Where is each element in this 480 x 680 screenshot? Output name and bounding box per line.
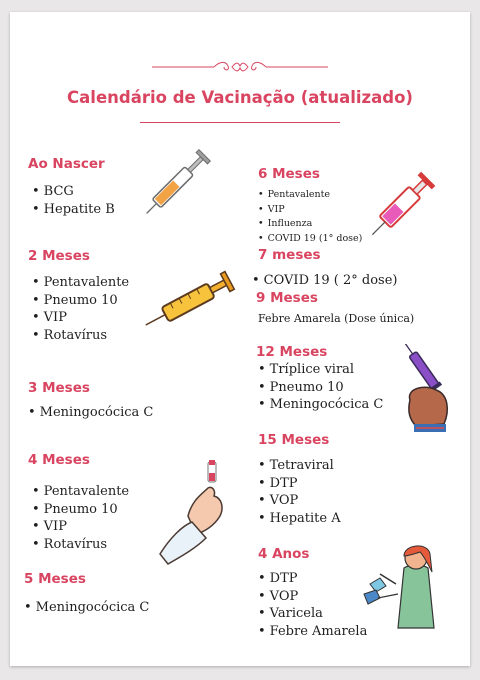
list-item: • Pentavalente bbox=[32, 483, 129, 501]
page-title: Calendário de Vacinação (atualizado) bbox=[67, 88, 413, 107]
title-underline bbox=[140, 122, 340, 123]
list-item: • Pneumo 10 bbox=[258, 379, 383, 397]
heading-7-meses: 7 meses bbox=[258, 247, 321, 263]
heading-4-meses: 4 Meses bbox=[28, 452, 90, 468]
list-item: • Influenza bbox=[258, 217, 362, 232]
list-7-meses bbox=[252, 272, 398, 290]
list-item: • Meningocócica C bbox=[28, 404, 153, 422]
list-2-meses bbox=[32, 274, 129, 344]
heading-5-meses: 5 Meses bbox=[24, 571, 86, 587]
syringe-orange-icon bbox=[140, 138, 224, 218]
gloved-hand-vial-icon bbox=[150, 456, 242, 566]
list-item: • Tríplice viral bbox=[258, 361, 383, 379]
heading-ao-nascer: Ao Nascer bbox=[28, 156, 105, 172]
list-5-meses bbox=[24, 599, 149, 617]
list-item: • Rotavírus bbox=[32, 327, 129, 345]
list-item: • Hepatite A bbox=[258, 510, 341, 528]
hand-syringe-purple-icon bbox=[396, 344, 456, 454]
heading-6-meses: 6 Meses bbox=[258, 166, 320, 182]
list-12-meses bbox=[258, 361, 383, 414]
list-4-anos bbox=[258, 570, 367, 640]
child-vaccination-icon bbox=[358, 540, 454, 630]
list-item: • Tetraviral bbox=[258, 457, 341, 475]
list-item: • DTP bbox=[258, 570, 367, 588]
heading-9-meses: 9 Meses bbox=[256, 290, 318, 306]
list-item: • Pneumo 10 bbox=[32, 501, 129, 519]
text-9-meses: Febre Amarela (Dose única) bbox=[258, 312, 415, 325]
syringe-yellow-icon bbox=[138, 264, 248, 338]
title-ornament-icon bbox=[152, 60, 328, 74]
list-4-meses bbox=[32, 483, 129, 553]
list-item: • COVID 19 (1° dose) bbox=[258, 232, 362, 247]
list-6-meses bbox=[258, 188, 362, 246]
list-item: • Febre Amarela bbox=[258, 623, 367, 641]
list-item: • BCG bbox=[32, 183, 115, 201]
list-item: • VOP bbox=[258, 492, 341, 510]
list-item: • Varicela bbox=[258, 605, 367, 623]
list-item: • Pentavalente bbox=[258, 188, 362, 203]
list-item: • Meningocócica C bbox=[24, 599, 149, 617]
list-15-meses bbox=[258, 457, 341, 527]
list-item: • VIP bbox=[32, 309, 129, 327]
heading-15-meses: 15 Meses bbox=[258, 432, 330, 448]
syringe-red-icon bbox=[364, 160, 450, 240]
heading-3-meses: 3 Meses bbox=[28, 380, 90, 396]
list-item: • VIP bbox=[258, 203, 362, 218]
heading-4-anos: 4 Anos bbox=[258, 546, 310, 562]
list-item: • Meningocócica C bbox=[258, 396, 383, 414]
list-item: • VIP bbox=[32, 518, 129, 536]
heading-12-meses: 12 Meses bbox=[256, 344, 328, 360]
list-item: • Pneumo 10 bbox=[32, 292, 129, 310]
list-item: • DTP bbox=[258, 475, 341, 493]
list-3-meses bbox=[28, 404, 153, 422]
list-item: • COVID 19 ( 2° dose) bbox=[252, 272, 398, 290]
heading-2-meses: 2 Meses bbox=[28, 248, 90, 264]
list-item: • Hepatite B bbox=[32, 201, 115, 219]
list-item: • Pentavalente bbox=[32, 274, 129, 292]
list-ao-nascer bbox=[32, 183, 115, 218]
list-item: • Rotavírus bbox=[32, 536, 129, 554]
list-item: • VOP bbox=[258, 588, 367, 606]
